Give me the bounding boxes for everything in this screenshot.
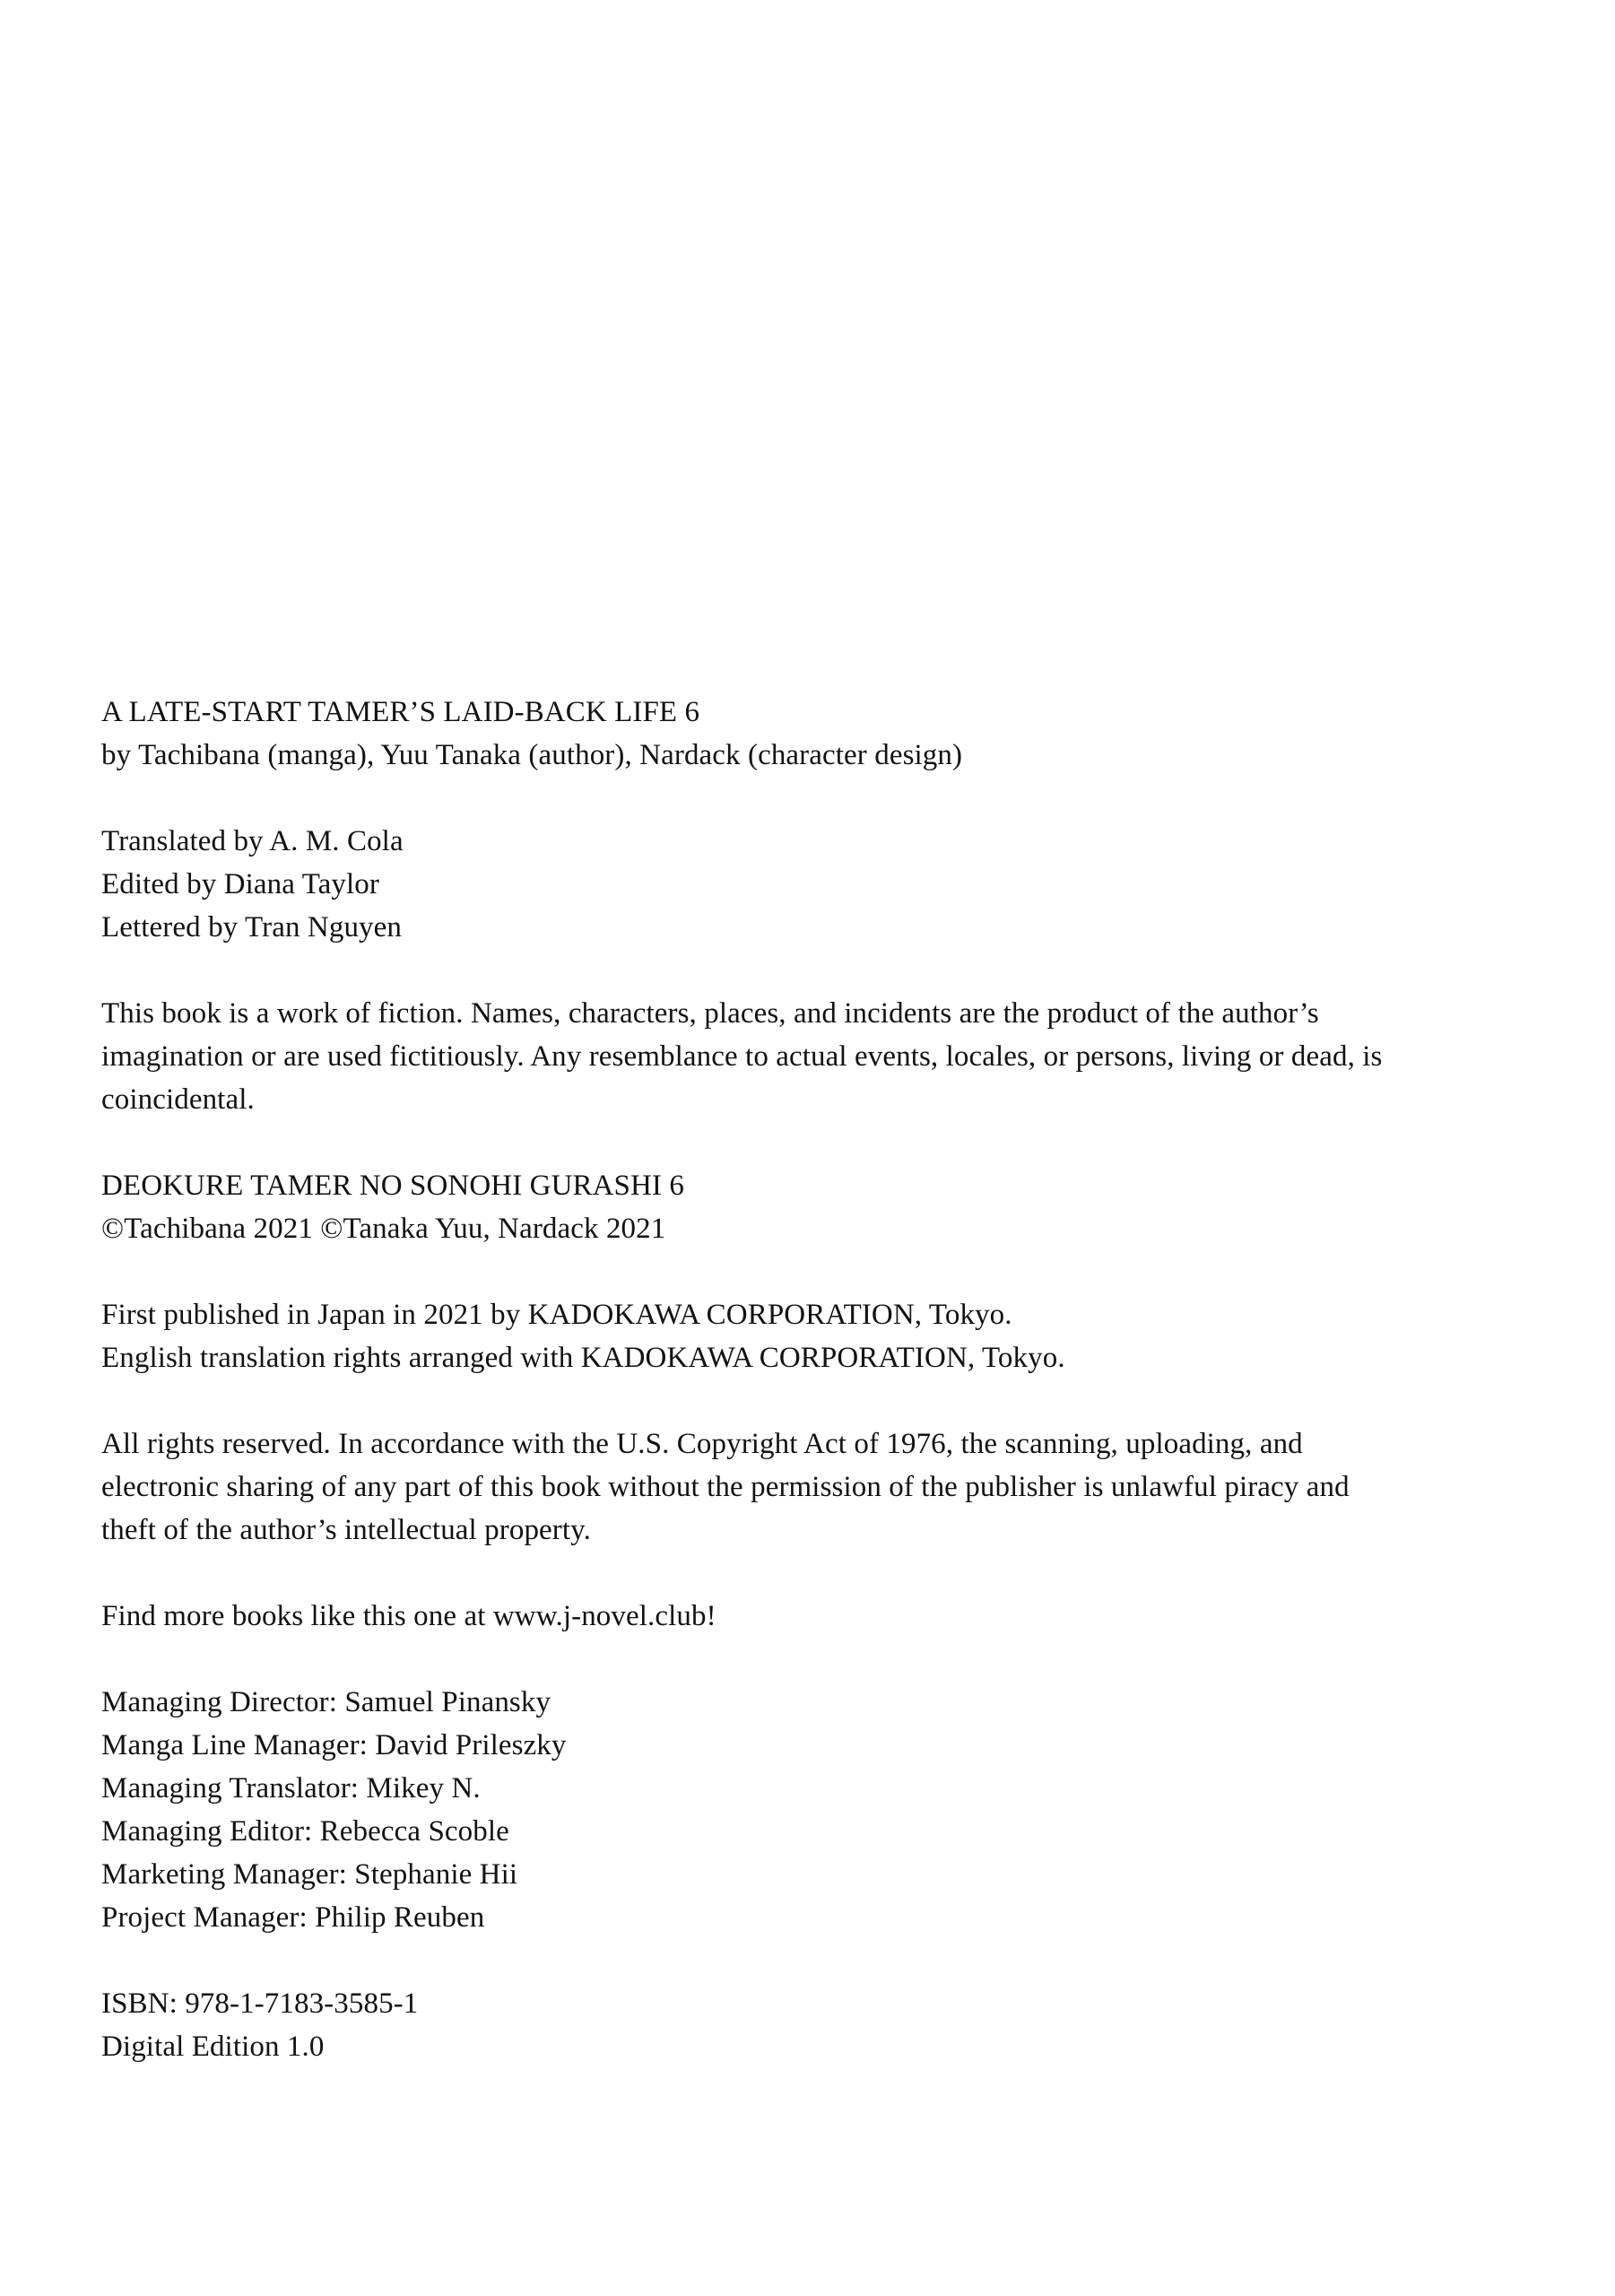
book-title: A LATE-START TAMER’S LAID-BACK LIFE 6: [101, 696, 700, 728]
rights-notice: All rights reserved. In accordance with the U.S. Copyright Act of 1976, the scanning, uploading, and electronic sharing of any part of this book without the permission of the publisher is unlawful piracy and theft of the author’s intellectual property.: [101, 1428, 1350, 1546]
staff-credit-managing-translator: Managing Translator: Mikey N.: [101, 1772, 481, 1805]
staff-credit-project-manager: Project Manager: Philip Reuben: [101, 1901, 485, 1934]
copyright-page: [101, 691, 1384, 2068]
promo-line: Find more books like this one at www.j-novel.club!: [101, 1600, 716, 1632]
title-block: [101, 691, 1384, 777]
letterer-credit: Lettered by Tran Nguyen: [101, 911, 402, 944]
staff-credit-marketing-manager: Marketing Manager: Stephanie Hii: [101, 1858, 518, 1891]
fiction-disclaimer: This book is a work of fiction. Names, characters, places, and incidents are the product of the author’s imagination or are used fictitiously. Any resemblance to actual events, locales, or persons, living or dead, is coincidental.: [101, 997, 1383, 1116]
edition-line: Digital Edition 1.0: [101, 2031, 325, 2063]
copyright-notice: ©Tachibana 2021 ©Tanaka Yuu, Nardack 2021: [101, 1213, 666, 1245]
staff-credits-block: [101, 1681, 1384, 1939]
localization-credits-block: [101, 820, 1384, 949]
translator-credit: Translated by A. M. Cola: [101, 825, 404, 857]
staff-credit-manga-line-manager: Manga Line Manager: David Prileszky: [101, 1729, 567, 1761]
isbn-line: ISBN: 978-1-7183-3585-1: [101, 1987, 419, 2020]
staff-credit-managing-editor: Managing Editor: Rebecca Scoble: [101, 1815, 509, 1848]
original-title: DEOKURE TAMER NO SONOHI GURASHI 6: [101, 1170, 684, 1202]
translation-rights-line: English translation rights arranged with KADOKAWA CORPORATION, Tokyo.: [101, 1342, 1065, 1374]
original-title-block: [101, 1164, 1384, 1250]
edition-block: [101, 1982, 1384, 2068]
first-published-line: First published in Japan in 2021 by KADOKAWA CORPORATION, Tokyo.: [101, 1299, 1012, 1331]
book-byline: by Tachibana (manga), Yuu Tanaka (author), Nardack (character design): [101, 739, 963, 771]
publication-block: [101, 1293, 1384, 1379]
editor-credit: Edited by Diana Taylor: [101, 868, 379, 900]
staff-credit-managing-director: Managing Director: Samuel Pinansky: [101, 1686, 551, 1718]
